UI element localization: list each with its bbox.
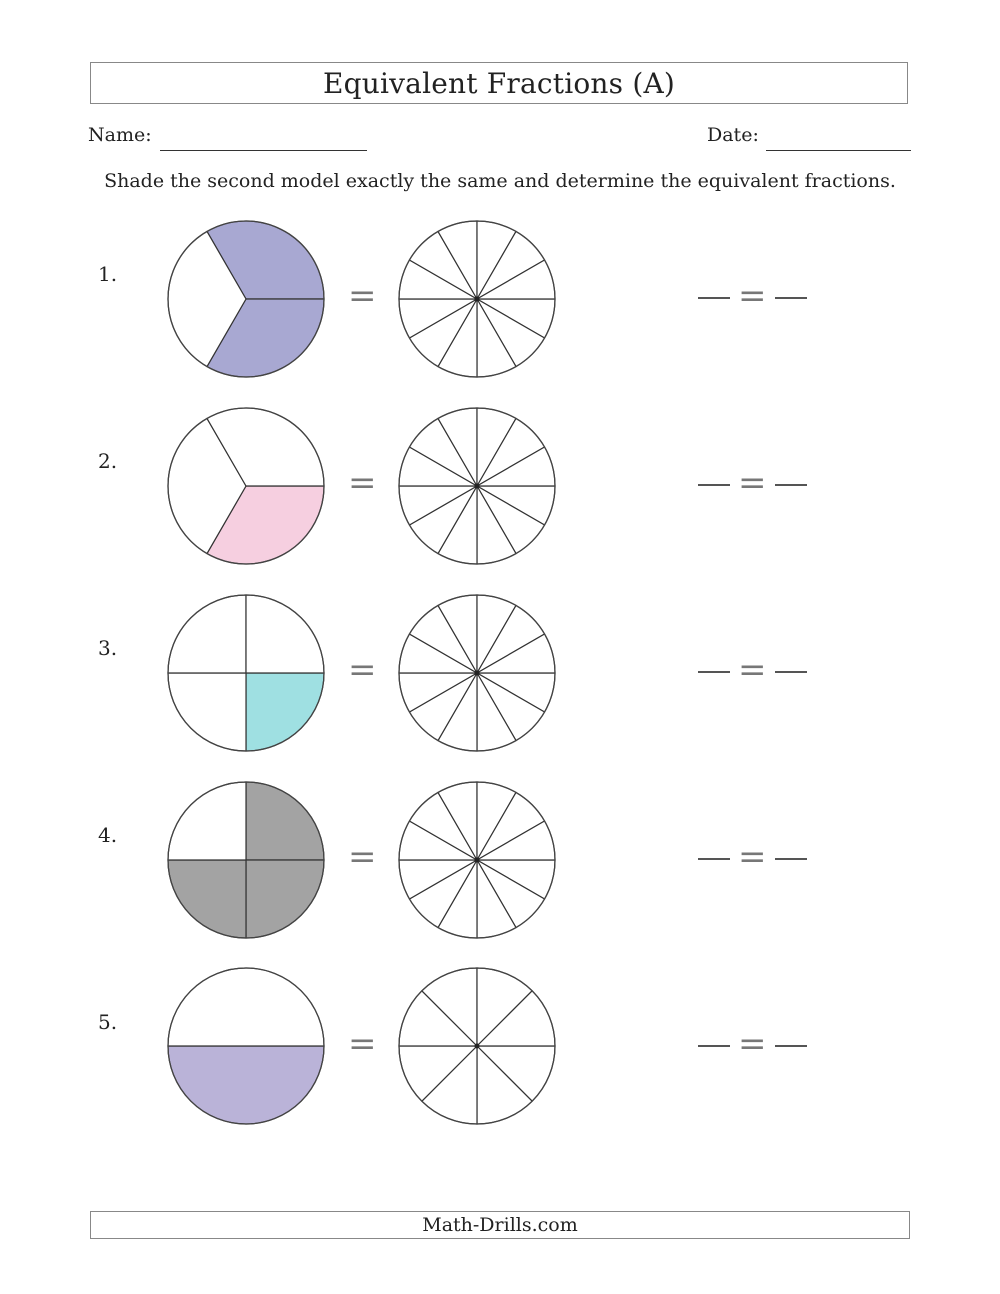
unshaded-sector: [168, 595, 246, 673]
answer-blank[interactable]: [698, 1024, 807, 1064]
footer: [90, 1211, 910, 1239]
shaded-fraction-model: [166, 219, 326, 379]
name-field[interactable]: [160, 150, 367, 151]
answer-equals: =: [738, 276, 767, 316]
blank-fraction-model[interactable]: [397, 966, 557, 1126]
equals-sign: =: [348, 837, 377, 877]
date-field[interactable]: [766, 150, 911, 151]
answer-equals: =: [738, 650, 767, 690]
footer-text: Math-Drills.com: [422, 1214, 578, 1236]
answer-blank[interactable]: [698, 276, 807, 316]
center-dot: [475, 1044, 480, 1049]
shaded-sector: [168, 860, 246, 938]
shaded-sector: [168, 1046, 324, 1124]
shaded-fraction-model: [166, 406, 326, 566]
equals-sign: =: [348, 1024, 377, 1064]
unshaded-sector: [246, 595, 324, 673]
answer-equals: =: [738, 837, 767, 877]
answer-left-blank[interactable]: [698, 484, 730, 486]
name-label: Name:: [88, 124, 152, 146]
unshaded-sector: [168, 968, 324, 1046]
shaded-sector: [246, 673, 324, 751]
answer-right-blank[interactable]: [775, 671, 807, 673]
equals-sign: =: [348, 276, 377, 316]
worksheet-title: [90, 62, 908, 104]
answer-left-blank[interactable]: [698, 858, 730, 860]
answer-left-blank[interactable]: [698, 1045, 730, 1047]
center-dot: [475, 297, 480, 302]
problem-number: 5.: [98, 1010, 118, 1034]
answer-equals: =: [738, 463, 767, 503]
equals-sign: =: [348, 463, 377, 503]
problem-number: 4.: [98, 823, 118, 847]
shaded-fraction-model: [166, 966, 326, 1126]
blank-fraction-model[interactable]: [397, 219, 557, 379]
answer-right-blank[interactable]: [775, 858, 807, 860]
blank-fraction-model[interactable]: [397, 780, 557, 940]
answer-right-blank[interactable]: [775, 1045, 807, 1047]
center-dot: [475, 484, 480, 489]
shaded-sector: [246, 782, 324, 860]
shaded-fraction-model: [166, 780, 326, 940]
unshaded-sector: [168, 782, 246, 860]
unshaded-sector: [168, 673, 246, 751]
problem-number: 1.: [98, 262, 118, 286]
answer-right-blank[interactable]: [775, 297, 807, 299]
shaded-sector: [246, 860, 324, 938]
answer-blank[interactable]: [698, 650, 807, 690]
blank-fraction-model[interactable]: [397, 406, 557, 566]
date-label: Date:: [707, 124, 759, 146]
problem-number: 2.: [98, 449, 118, 473]
answer-left-blank[interactable]: [698, 297, 730, 299]
blank-fraction-model[interactable]: [397, 593, 557, 753]
answer-left-blank[interactable]: [698, 671, 730, 673]
problem-number: 3.: [98, 636, 118, 660]
equals-sign: =: [348, 650, 377, 690]
shaded-fraction-model: [166, 593, 326, 753]
center-dot: [475, 858, 480, 863]
title-text: Equivalent Fractions (A): [323, 66, 675, 100]
answer-equals: =: [738, 1024, 767, 1064]
answer-blank[interactable]: [698, 463, 807, 503]
answer-right-blank[interactable]: [775, 484, 807, 486]
answer-blank[interactable]: [698, 837, 807, 877]
center-dot: [475, 671, 480, 676]
instructions: Shade the second model exactly the same and determine the equivalent fractions.: [104, 170, 896, 192]
